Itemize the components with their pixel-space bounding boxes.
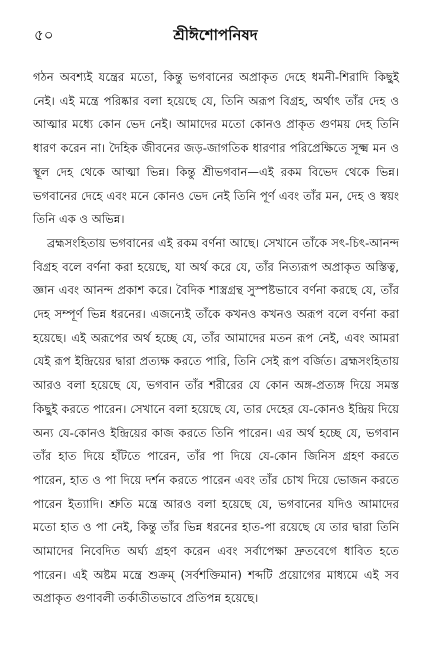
paragraph-2: ব্রহ্মসংহিতায় ভগবানের এই রকম বর্ণনা আছে। সেখানে তাঁকে সৎ-চিৎ-আনন্দ বিগ্রহ বলে বর্ণনা করা হয়েছে, যা অর্থ করে যে, তাঁর নিত্যরূপ অপ্রাকৃত অস্তিত্ব, জ্ঞান এবং আনন্দ প্রকাশ করে। বৈদিক শাস্ত্রগ্রন্থ সুস্পষ্টভাবে বর্ণনা করছে যে, তাঁর দেহ সম্পূর্ণ ভিন্ন ধরনের। এজন্যেই তাঁকে কখনও কখনও অরূপ বলে বর্ণনা করা হয়েছে। এই অরূপের অর্থ হচ্ছে যে, তাঁর আমাদের মতন রূপ নেই, এবং আমরা যেই রূপ ইন্দ্রিয়ের দ্বারা প্রত্যক্ষ করতে পারি, তিনি সেই রূপ বর্জিত। ব্রহ্মসংহিতায় আরও বলা হয়েছে যে, ভগবান তাঁর শরীরের যে কোন অঙ্গ-প্রত্যঙ্গ দিয়ে সমস্ত কিছুই করতে পারেন। সেখানে বলা হয়েছে যে, তার দেহের যে-কোনও ইন্দ্রিয় দিয়ে অন্য যে-কোনও ইন্দ্রিয়ের কাজ করতে তিনি পারেন। এর অর্থ হচ্ছে যে, ভগবান তাঁর হাত দিয়ে হাঁটতে পারেন, তাঁর পা দিয়ে যে-কোন জিনিস গ্রহণ করতে পারেন, হাত ও পা দিয়ে দর্শন করতে পারেন এবং তাঁর চোখ দিয়ে ভোজন করতে পারেন ইত্যাদি। শ্রুতি মন্ত্রে আরও বলা হয়েছে যে, ভগবানের যদিও আমাদের মতো হাত ও পা নেই, কিন্তু তাঁর ভিন্ন ধরনের হাত-পা রয়েছে যে তার দ্বারা তিনি আমাদের নিবেদিত অর্ঘ্য গ্রহণ করেন এবং সর্বাপেক্ষা দ্রুতবেগে ধাবিত হতে পারেন। এই অষ্টম মন্ত্রে শুক্রম্ (সর্বশক্তিমান) শব্দটি প্রয়োগের মাধ্যমে এই সব অপ্রাকৃত গুণাবলী তর্কাতীতভাবে প্রতিপন্ন হয়েছে। xyxy=(33,235,400,606)
body-text xyxy=(33,66,399,611)
running-title: শ্রীঈশোপনিষদ xyxy=(173,26,258,44)
paragraph-1: গঠন অবশ্যই যন্ত্রের মতো, কিন্তু ভগবানের অপ্রাকৃত দেহে ধমনী-শিরাদি কিছুই নেই। এই মন্ত্রে পরিষ্কার বলা হয়েছে যে, তিনি অরূপ বিগ্রহ, অর্থাৎ তাঁর দেহ ও আত্মার মধ্যে কোন ভেদ নেই। আমাদের মতো কোনও প্রাকৃত গুণময় দেহ তিনি ধারণ করেন না। দৈহিক জীবনের জড়-জাগতিক ধারণার পরিপ্রেক্ষিতে সূক্ষ্ম মন ও স্থূল দেহ থেকে আত্মা ভিন্ন। কিন্তু শ্রীভগবান—এই রকম বিভেদ থেকে ভিন্ন। ভগবানের দেহে এবং মনে কোনও ভেদ নেই তিনি পূর্ণ এবং তাঁর মন, দেহ ও স্বয়ং তিনি এক ও অভিন্ন। xyxy=(33,70,399,227)
page-header xyxy=(34,22,397,50)
page-number: ৫০ xyxy=(34,26,54,44)
